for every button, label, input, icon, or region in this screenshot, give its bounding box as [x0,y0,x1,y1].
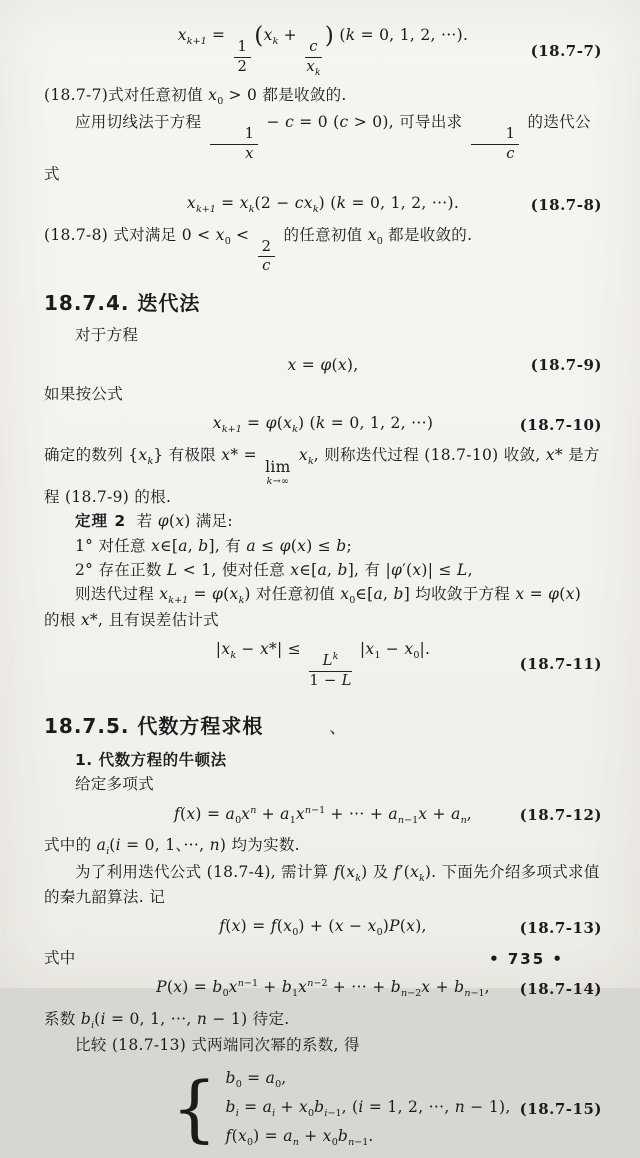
equation-18-7-9 [44,354,602,377]
theorem-label: 定理 2 [75,512,127,531]
equation-18-7-14 [44,976,602,1002]
paragraph-coefficients-b: 系数 $b_i(i = 0$, 1, ···, n − 1) 待定. [44,1009,290,1031]
paragraph-for-equation: 对于方程 [75,326,139,345]
equation-18-7-11 [44,638,602,690]
paragraph-compare-coefficients: 比较 (18.7-13) 式两端同次幂的系数, 得 [75,1036,360,1055]
equation-body: $x_{k+1} = x_k(2 - cx_k) (k = 0$, 1, 2, ···). [186,194,460,216]
equation-18-7-10 [44,412,602,438]
equation-body: $x_{k+1}$ = $\frac{1}{2}$ ($x_k$ + $\frac{c}{x_k}$ ) (k = 0, 1, 2, ···). [177,21,469,78]
equation-number: (18.7-14) [519,979,602,998]
paragraph-sequence-limit: 确定的数列 $\{x_k\}$ 有极限 x* = lim k→∞ $x_k$, 则称迭代过程 (18.7-10) 收敛, x* 是方程 (18.7-9) 的根. [44,445,600,507]
equation-system [171,1065,510,1152]
system-line-1: $b_0 = a_0$, [225,1069,287,1091]
left-brace: { [171,1066,218,1151]
equation-body: $P(x) = b_0x^{n-1} + b_1x^{n-2}$ + ··· + $b_{n-2}x + b_{n-1}$, [156,977,490,1000]
paragraph-given-polynomial: 给定多项式 [75,775,155,794]
equation-number: (18.7-8) [530,195,602,214]
page-content [44,18,602,1158]
equation-number: (18.7-12) [519,806,602,825]
equation-body: $f(x) = f(x_0) + (x - x_0)P(x)$, [219,917,427,939]
equation-number: (18.7-15) [519,1099,602,1118]
paragraph-convergence-18-7-7: (18.7-7)式对任意初值 $x_0 > 0$ 都是收敛的. [44,86,347,108]
equation-number: (18.7-10) [519,415,602,434]
section-title: 18.7.5. 代数方程求根 [44,713,264,738]
theorem-condition-2: 2° 存在正数 L < 1, 使对任意 x∈[a, b], 有 |φ′(x)| ≤ L, [75,560,473,579]
paragraph-if-formula: 如果按公式 [44,384,124,403]
section-heading-18-7-4 [44,291,602,315]
equation-number: (18.7-9) [530,356,602,374]
theorem-2 [44,510,602,533]
system-cases [226,1065,511,1152]
equation-18-7-7 [44,21,602,78]
pen-mark: 、 [329,717,348,738]
paragraph-coefficients-real: 式中的 $a_i(i = 0$, 1、···, n) 均为实数. [44,836,300,858]
equation-18-7-13 [44,915,602,941]
system-line-3: $f(x_0) = a_n + x_0b_{n-1}$. [225,1127,374,1149]
equation-number: (18.7-11) [519,654,602,673]
subsection-newton-method: 1. 代数方程的牛顿法 [75,751,227,770]
paragraph-convergence-18-7-8: (18.7-8) 式对满足 $0 < x_0$ < $\frac{2}{c}$ 的任意初值 $x_0$ 都是收敛的. [44,225,473,275]
paragraph-where: 式中 [44,948,76,967]
section-heading-18-7-5 [44,714,602,738]
theorem-condition-1: 1° 对任意 x∈[a, b], 有 a ≤ φ(x) ≤ b; [75,536,353,555]
equation-18-7-12 [44,803,602,829]
equation-body: $f(x) = a_0x^n + a_1x^{n-1}$ + ··· + $a_{n-1}x + a_n$, [173,804,473,826]
paragraph-tangent-method: 应用切线法于方程 $\frac{1}{x}$ − c = 0 (c > 0), 可导出求 $\frac{1}{c}$ 的迭代公式 [44,112,591,183]
theorem-conclusion: 则迭代过程 $x_{k+1} = \varphi(x_k)$ 对任意初值 $x_0\in[a$, b] 均收敛于方程 x = φ(x) 的根 x*, 且有误差估计式 [44,585,582,629]
equation-body: $|x_k - x*|$ ≤ $\frac{L^k}{1 - L}$ $|x_1 - x_0|$. [215,639,431,689]
section-title: 18.7.4. 迭代法 [44,291,201,316]
equation-body: x = φ(x), [287,355,359,374]
theorem-intro: 若 φ(x) 满足: [136,512,233,531]
paragraph-qinjiushao-intro: 为了利用迭代公式 (18.7-4), 需计算 $f(x_k)$ 及 $f'(x_k)$. 下面先介绍多项式求值的秦九韶算法. 记 [44,862,600,907]
page-number: • 735 • [489,950,564,968]
equation-number: (18.7-7) [530,41,602,60]
equation-number: (18.7-13) [519,918,602,937]
equation-18-7-8 [44,192,602,218]
equation-body: $x_{k+1} = \varphi(x_k) (k = 0$, 1, 2, ···) [212,414,434,436]
system-line-2: $b_i = a_i + x_0b_{i-1}$, (i = 1, 2, ···, n − 1), [225,1098,511,1120]
equation-18-7-15 [44,1065,602,1152]
